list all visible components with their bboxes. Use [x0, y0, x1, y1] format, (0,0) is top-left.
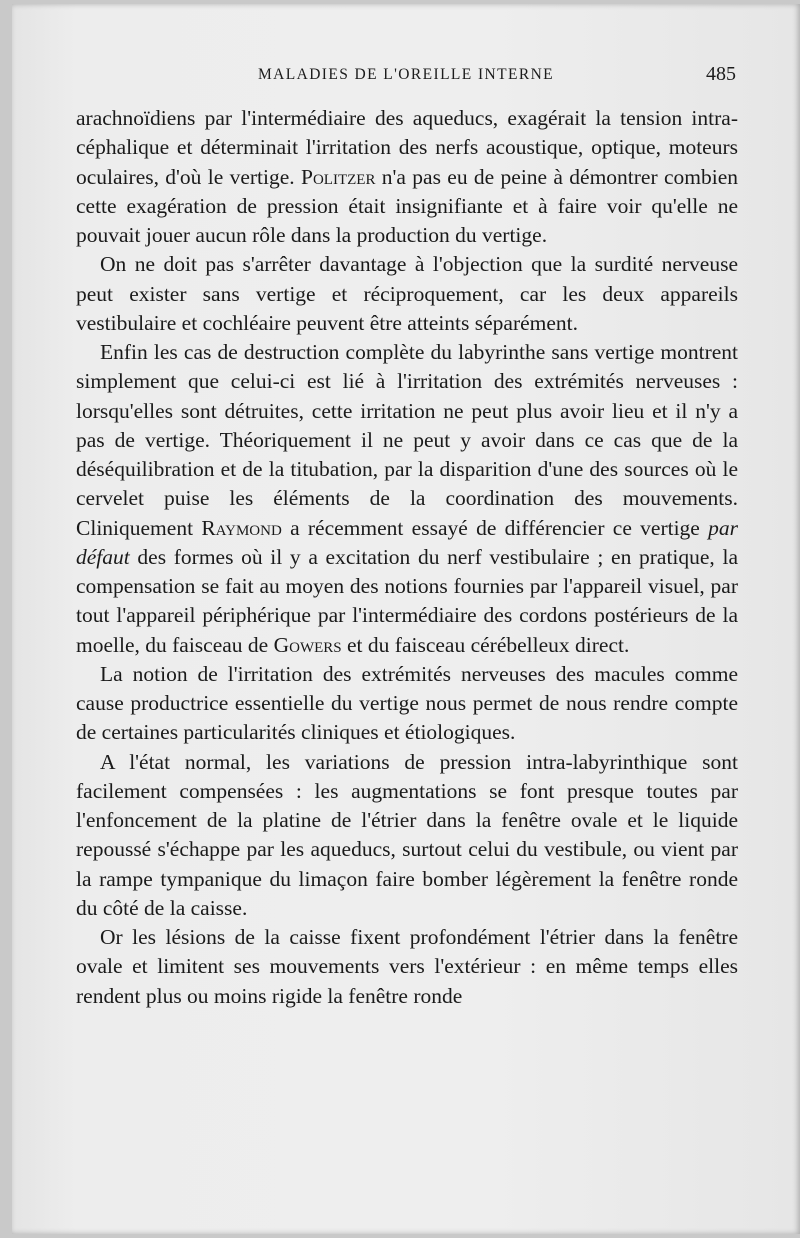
- italic-term: par défaut: [76, 515, 739, 569]
- author-name-politzer: Politzer: [301, 164, 376, 189]
- paragraph-5: A l'état normal, les variations de pression intra-labyrinthique sont facilement compensées : les augmentations se font presque toutes par l'enfoncement de la platine de l'étrier dans la fenêtre ovale et le liquide repoussé s'échappe par les aqueducs, surtout celui du vestibule, ou vient par la rampe tympanique du limaçon faire bomber légèrement la fenêtre ronde du côté de la caisse.: [76, 749, 738, 920]
- body-text: [76, 104, 738, 1011]
- book-page: [12, 4, 800, 1234]
- paragraph-3: [76, 338, 738, 660]
- author-name-gowers: Gowers: [273, 632, 342, 657]
- paragraph-6: Or les lésions de la caisse fixent profondément l'étrier dans la fenêtre ovale et limitent ses mouvements vers l'extérieur : en même temps elles rendent plus ou moins rigide la fenêtre ronde: [76, 925, 738, 1008]
- paragraph-1-text-b: n'a pas eu de peine à démontrer combien cette exagération de pression était insignifiante et à faire voir qu'elle ne pouvait jouer aucun rôle dans la production du vertige.: [76, 164, 739, 247]
- paragraph-3-text-b: a récemment essayé de différencier ce vertige: [281, 515, 709, 540]
- running-title: MALADIES DE L'OREILLE INTERNE: [257, 66, 555, 83]
- author-name-raymond: Raymond: [201, 515, 282, 540]
- page-header: [76, 63, 736, 92]
- paragraph-2: On ne doit pas s'arrêter davantage à l'objection que la surdité nerveuse peut exister sans vertige et réciproquement, car les deux appareils vestibulaire et cochléaire peuvent être atteints séparément.: [76, 252, 738, 335]
- paragraph-3-text-a: Enfin les cas de destruction complète du labyrinthe sans vertige montrent simplement que celui-ci est lié à l'irritation des extrémités nerveuses : lorsqu'elles sont détruites, cette irritation ne peut plus avoir lieu et il n'y a pas de vertige. Théoriquement il ne peut y avoir dans ce cas que de la déséquilibration et de la titubation, par la disparition d'une des sources où le cervelet puise les éléments de la coordination des mouvements. Cliniquement: [76, 340, 738, 540]
- paragraph-4: La notion de l'irritation des extrémités nerveuses des macules comme cause productrice essentielle du vertige nous permet de nous rendre compte de certaines particularités cliniques et étiologiques.: [76, 661, 738, 745]
- page-number: 485: [706, 63, 736, 85]
- paragraph-1: [76, 104, 738, 250]
- paragraph-1-text-a: arachnoïdiens par l'intermédiaire des aqueducs, exagérait la tension intra-céphalique et déterminait l'irritation des nerfs acoustique, optique, moteurs oculaires, d'où le vertige.: [76, 106, 738, 189]
- paragraph-3-text-c: des formes où il y a excitation du nerf vestibulaire ; en pratique, la compensation se fait au moyen des notions fournies par l'appareil visuel, par tout l'appareil périphérique par l'intermédiaire des cordons postérieurs de la moelle, du faisceau de: [76, 544, 738, 657]
- paragraph-3-text-d: et du faisceau cérébelleux direct.: [341, 632, 630, 657]
